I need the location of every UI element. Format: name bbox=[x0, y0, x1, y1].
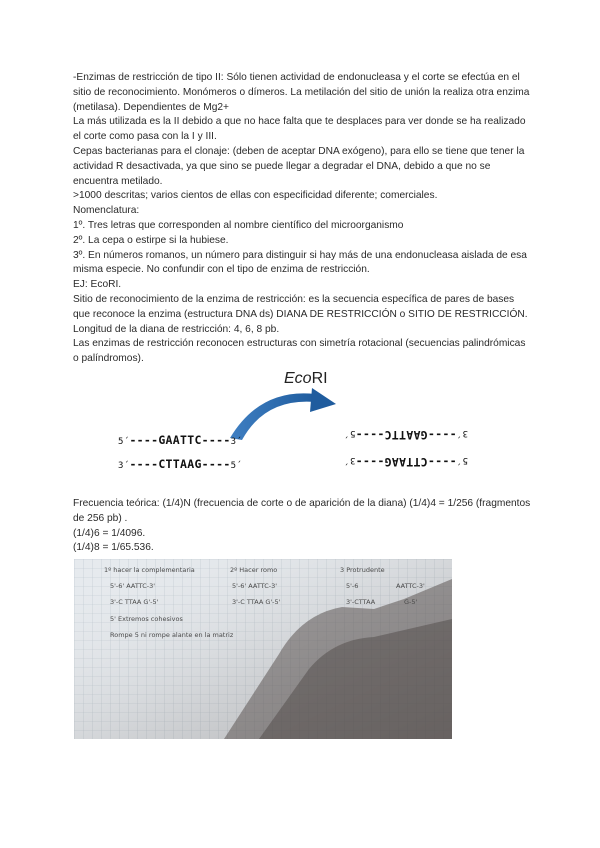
handwritten-line: 5'-6' AATTC-3' bbox=[110, 582, 156, 590]
frequency-line: Frecuencia teórica: (1/4)N (frecuencia de corte o de aparición de la diana) (1/4)4 = 1/256 (fragmentos de 256 pb) . bbox=[73, 498, 531, 524]
paragraph: 3º. En números romanos, un número para distinguir si hay más de una endonucleasa aislada de esa misma especie. No confundir con el tipo de enzima de restricción. bbox=[73, 249, 527, 276]
sequence-right-bottom-rotated: 5´----CTTAAG----3´ bbox=[344, 455, 469, 469]
handwritten-line: 3'-C TTAA G'-5' bbox=[232, 598, 281, 606]
paragraph: 2º. La cepa o estirpe si la hubiese. bbox=[73, 234, 229, 246]
handwritten-line: 5' Extremos cohesivos bbox=[110, 615, 183, 623]
enzyme-title-rest: RI bbox=[311, 370, 328, 387]
handwritten-line: 5'-6 bbox=[346, 582, 359, 590]
handwritten-line: AATTC-3' bbox=[396, 582, 425, 590]
paragraph: Nomenclatura: bbox=[73, 205, 140, 217]
paragraph: Cepas bacterianas para el clonaje: (deben de aceptar DNA exógeno), para ello se tiene que tener la actividad R desactivada, ya que sino se puede llegar a degradar el DNA, debido a que no se encuentra metilado. bbox=[73, 145, 525, 187]
handwritten-line: G-5' bbox=[404, 598, 418, 606]
enzyme-title bbox=[284, 370, 328, 388]
notebook-photo-image bbox=[74, 559, 452, 739]
handwritten-line: 3 Protrudente bbox=[340, 566, 385, 574]
body-text bbox=[73, 71, 533, 367]
handwritten-line: 5'-6' AATTC-3' bbox=[232, 582, 278, 590]
paragraph: -Enzimas de restricción de tipo II: Sólo tienen actividad de endonucleasa y el corte se efectúa en el sitio de reconocimiento. Monómeros o dímeros. La metilación del sitio de unión la realiza otra enzima (metilasa). Dependientes de Mg2+ bbox=[73, 72, 530, 113]
paragraph: Sitio de reconocimiento de la enzima de restricción: es la secuencia específica de pares de bases que reconoce la enzima (estructura DNA ds) DIANA DE RESTRICCIÓN o SITIO DE RESTRICCIÓN. Longitud de la diana de restricción: 4, 6, 8 pb. bbox=[73, 293, 528, 335]
handwritten-line: 2º Hacer romo bbox=[230, 566, 278, 574]
handwritten-line: 3'-C TTAA G'-5' bbox=[110, 598, 159, 606]
frequency-line: (1/4)6 = 1/4096. bbox=[73, 527, 146, 539]
sequence-right-top-rotated: 3´----GAATTC----5´ bbox=[344, 428, 469, 442]
paragraph: 1º. Tres letras que corresponden al nombre científico del microorganismo bbox=[73, 219, 404, 231]
handwritten-line: 3'-CTTAA bbox=[346, 598, 376, 606]
sequence-left-top: 5´----GAATTC----3´ bbox=[118, 433, 243, 447]
paragraph: EJ: EcoRI. bbox=[73, 279, 122, 291]
handwritten-line: 1º hacer la complementaria bbox=[104, 566, 195, 574]
frequency-line: (1/4)8 = 1/65.536. bbox=[73, 542, 154, 554]
notebook-photo bbox=[74, 559, 452, 739]
sequence-left-bottom: 3´----CTTAAG----5´ bbox=[118, 457, 243, 471]
paragraph: >1000 descritas; varios cientos de ellas con especificidad diferente; comerciales. bbox=[73, 190, 438, 202]
paragraph: Las enzimas de restricción reconocen estructuras con simetría rotacional (secuencias palindrómicas o palíndromos). bbox=[73, 338, 526, 365]
paragraph: La más utilizada es la II debido a que no hace falta que te desplaces para ver donde se ha realizado el corte como pasa con la I y III. bbox=[73, 116, 526, 143]
handwritten-line: Rompe 5 ni rompe alante en la matriz bbox=[110, 631, 234, 639]
enzyme-title-italic: Eco bbox=[284, 370, 312, 387]
frequency-text bbox=[73, 497, 533, 556]
